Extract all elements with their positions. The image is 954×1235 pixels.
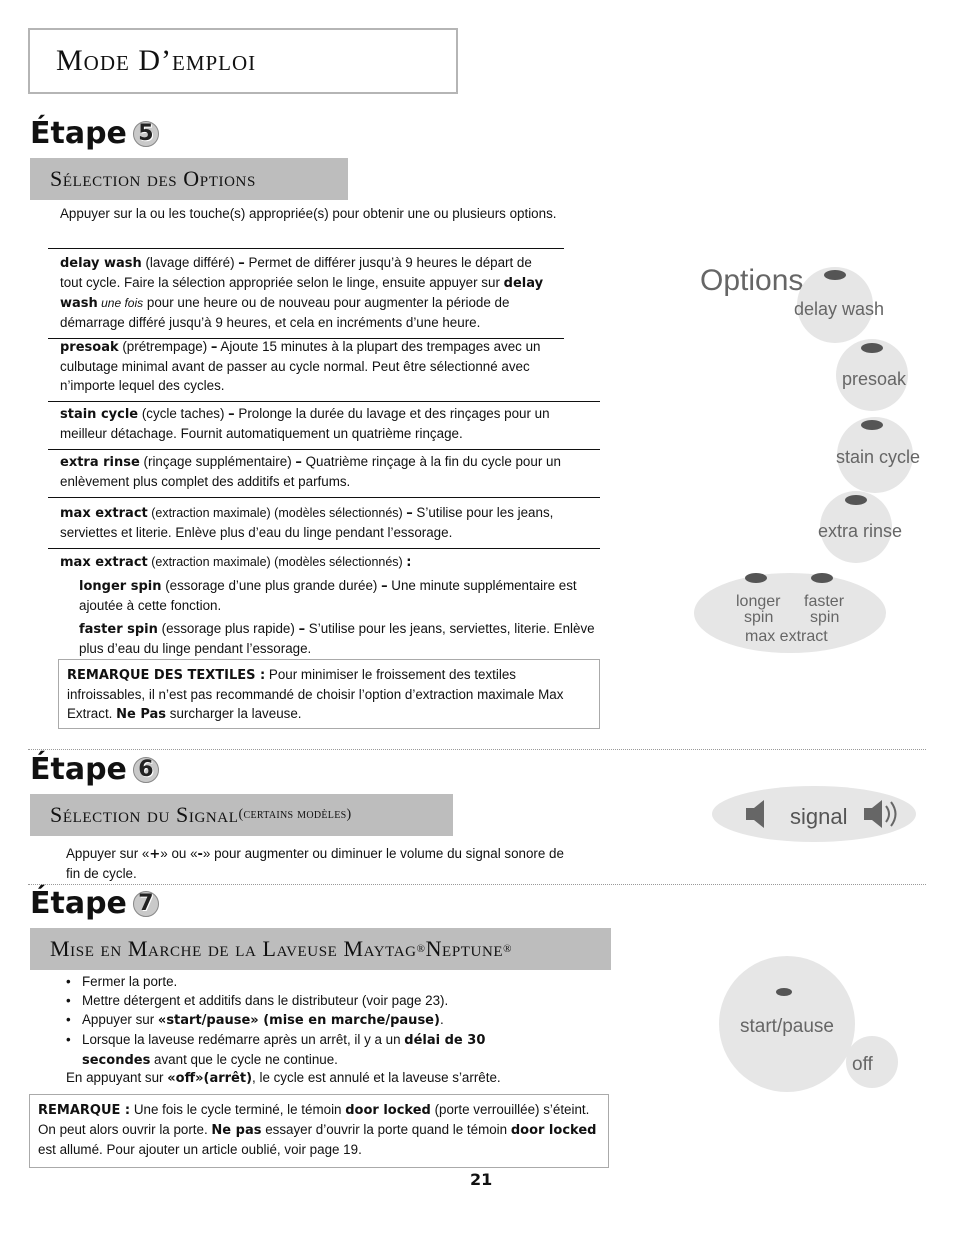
note-text: est allumé. Pour ajouter un article oublié, voir page 19.	[38, 1142, 362, 1157]
option-desc: Prolonge la durée du lavage et des rinçages pour un meilleur détachage. Fournit automatiquement un quatrième rinçage.	[60, 406, 550, 441]
presoak-button[interactable]	[836, 339, 908, 411]
delay-wash-button[interactable]	[794, 267, 884, 343]
signal-label: signal	[790, 804, 848, 829]
option-max-extract-detail	[60, 552, 600, 658]
plus-sign: +	[149, 847, 161, 862]
button-label: presoak	[842, 369, 907, 389]
list-text: Appuyer sur	[82, 1012, 158, 1027]
header-box	[28, 28, 458, 94]
option-desc: Quatrième rinçage à la fin du cycle pour un enlèvement plus complet des additifs et parfums.	[60, 454, 561, 489]
step-label: Étape	[30, 752, 127, 787]
step-number-badge: 7	[133, 891, 159, 917]
button-label: stain cycle	[836, 447, 921, 467]
door-locked-note	[29, 1094, 609, 1168]
start-pause-label: start/pause	[740, 1016, 834, 1037]
step-label: Étape	[30, 116, 127, 151]
dash: –	[406, 506, 413, 521]
list-text: Lorsque la laveuse redémarre après un arrêt, il y a un	[82, 1032, 405, 1047]
section-title-text-2: Neptune	[425, 936, 504, 961]
option-stain-cycle	[48, 400, 600, 450]
option-name: presoak	[60, 340, 119, 355]
options-panel-illustration	[690, 255, 930, 655]
section-title-text: Sélection du Signal	[50, 802, 239, 827]
longer-spin-desc	[60, 576, 600, 615]
max-extract-line	[60, 552, 600, 572]
option-name: delay wash	[60, 256, 142, 271]
off-label: off	[852, 1054, 873, 1075]
option-desc: (rinçage supplémentaire)	[139, 454, 296, 469]
options-panel-title: Options	[700, 264, 804, 297]
note-bold: Ne pas	[211, 1123, 262, 1138]
divider	[28, 884, 926, 885]
option-name: max extract	[60, 506, 148, 521]
note-bold: door locked	[510, 1123, 597, 1138]
dash: –	[381, 579, 388, 594]
page-number: 21	[470, 1170, 493, 1189]
signal-text-part: Appuyer sur «	[66, 846, 150, 861]
max-extract-button[interactable]	[694, 573, 886, 653]
section-title-signal	[30, 794, 453, 836]
dash: –	[228, 407, 235, 422]
list-item	[62, 1010, 582, 1030]
off-text-part: En appuyant sur	[66, 1070, 168, 1085]
section-title-options	[30, 158, 348, 200]
option-name: max extract	[60, 555, 148, 570]
signal-text-part: » pour augmenter ou diminuer le volume du signal sonore de fin de cycle.	[66, 846, 564, 881]
option-delay-wash	[48, 248, 564, 339]
colon: :	[406, 555, 412, 570]
step-number-badge: 6	[133, 757, 159, 783]
option-desc: (essorage plus rapide)	[157, 621, 299, 636]
list-text: .	[439, 1012, 444, 1027]
off-bold: «off»(arrêt)	[167, 1071, 253, 1086]
option-name: stain cycle	[60, 407, 139, 422]
note-label: REMARQUE DES TEXTILES :	[67, 668, 266, 683]
faster-spin-desc	[60, 619, 600, 658]
note-text: Pour minimiser le froissement des textiles infroissables, il n’est pas recommandé de choisir l’option d’extraction maximale Max Extract.	[67, 667, 564, 721]
signal-panel-illustration	[710, 784, 920, 844]
registered-mark: ®	[416, 943, 426, 955]
option-desc: pour une heure ou de nouveau pour augmenter la période de démarrage différé jusqu’à 9 heures, et cela en incréments d’une heure.	[60, 295, 510, 330]
off-text-part: , le cycle est annulé et la laveuse s’arrête.	[252, 1070, 501, 1085]
option-name-inline: delay wash	[60, 276, 544, 311]
signal-text-part: » ou «	[160, 846, 198, 861]
section-title-text: Sélection des Options	[50, 166, 256, 191]
step-6-heading	[30, 752, 159, 787]
option-desc: Permet de différer jusqu’à 9 heures le départ de tout cycle. Faire la sélection appropriée selon le linge, ensuite appuyer sur	[60, 255, 532, 290]
option-name: extra rinse	[60, 455, 140, 470]
option-desc: (essorage d’une plus grande durée)	[161, 578, 382, 593]
note-text: Une fois le cycle terminé, le témoin	[130, 1102, 346, 1117]
note-bold: door locked	[345, 1103, 431, 1118]
start-panel-illustration	[712, 952, 912, 1102]
note-label: REMARQUE :	[38, 1103, 131, 1118]
option-max-extract	[48, 499, 600, 549]
option-desc: (lavage différé)	[141, 255, 239, 270]
section-subtitle: (certains modèles)	[238, 807, 352, 822]
note-text: essayer d’ouvrir la porte quand le témoin	[261, 1122, 511, 1137]
option-name: faster spin	[79, 622, 158, 637]
option-desc: S’utilise pour les jeans, serviettes et literie. Enlève plus d’eau du linge pendant l’essorage.	[60, 505, 554, 540]
options-intro: Appuyer sur la ou les touche(s) appropriée(s) pour obtenir une ou plusieurs options.	[60, 206, 557, 221]
list-bold: «start/pause» (mise en marche/pause)	[157, 1013, 440, 1028]
start-pause-button[interactable]	[719, 956, 855, 1092]
list-bold: secondes	[82, 1053, 151, 1068]
off-button[interactable]	[846, 1036, 898, 1088]
longer-label: longer	[736, 593, 781, 610]
textile-note	[58, 659, 600, 729]
note-bold: Ne Pas	[116, 707, 167, 722]
step-7-heading	[30, 886, 159, 921]
option-desc: (extraction maximale) (modèles sélectionnés)	[147, 506, 407, 520]
option-desc: (cycle taches)	[138, 406, 229, 421]
signal-text	[66, 844, 566, 883]
off-text	[66, 1068, 606, 1088]
option-extra-rinse	[48, 448, 600, 498]
list-item: • Fermer la porte.	[62, 972, 582, 991]
minus-sign: -	[197, 847, 203, 862]
section-title-text: Mise en Marche de la Laveuse Maytag	[50, 936, 417, 961]
longer-label-2: spin	[744, 609, 774, 626]
step-number-badge: 5	[133, 121, 159, 147]
button-label: extra rinse	[818, 521, 903, 541]
list-item	[62, 1030, 582, 1070]
list-item: • Mettre détergent et additifs dans le distributeur (voir page 23).	[62, 991, 582, 1010]
dash: –	[295, 455, 302, 470]
list-bold: délai de 30	[404, 1033, 486, 1048]
faster-label: faster	[804, 593, 845, 610]
button-label: delay wash	[794, 299, 885, 319]
step-label: Étape	[30, 886, 127, 921]
list-text: avant que le cycle ne continue.	[150, 1052, 338, 1067]
dash: –	[238, 256, 245, 271]
option-desc: S’utilise pour les jeans, serviettes, literie. Enlève plus d’eau du linge pendant l’essorage.	[79, 621, 595, 656]
option-desc: Une minute supplémentaire est ajoutée à cette fonction.	[79, 578, 577, 613]
step-5-heading	[30, 116, 159, 151]
stain-cycle-button[interactable]	[836, 417, 920, 493]
registered-mark: ®	[503, 943, 513, 955]
divider	[28, 749, 926, 750]
section-title-start	[30, 928, 611, 970]
start-steps-list	[62, 972, 582, 1070]
option-desc: (prétrempage)	[118, 339, 211, 354]
note-text: surcharger la laveuse.	[166, 706, 302, 721]
italic-text: une fois	[97, 296, 144, 310]
option-name: longer spin	[79, 579, 162, 594]
extra-rinse-button[interactable]	[818, 491, 902, 563]
dash: –	[298, 622, 306, 637]
option-desc: (extraction maximale) (modèles sélectionnés)	[147, 555, 407, 569]
option-presoak	[48, 333, 600, 402]
max-extract-label: max extract	[745, 628, 828, 645]
faster-label-2: spin	[810, 609, 840, 626]
note-text: (porte verrouillée) s’éteint. On peut alors ouvrir la porte.	[38, 1102, 590, 1137]
dash: –	[210, 340, 218, 355]
option-desc: Ajoute 15 minutes à la plupart des trempages avec un culbutage minimal avant de passer au cycle normal. Peut être sélectionné avec n’importe lequel des cycles.	[60, 339, 541, 393]
page-title: Mode D’emploi	[56, 44, 257, 77]
